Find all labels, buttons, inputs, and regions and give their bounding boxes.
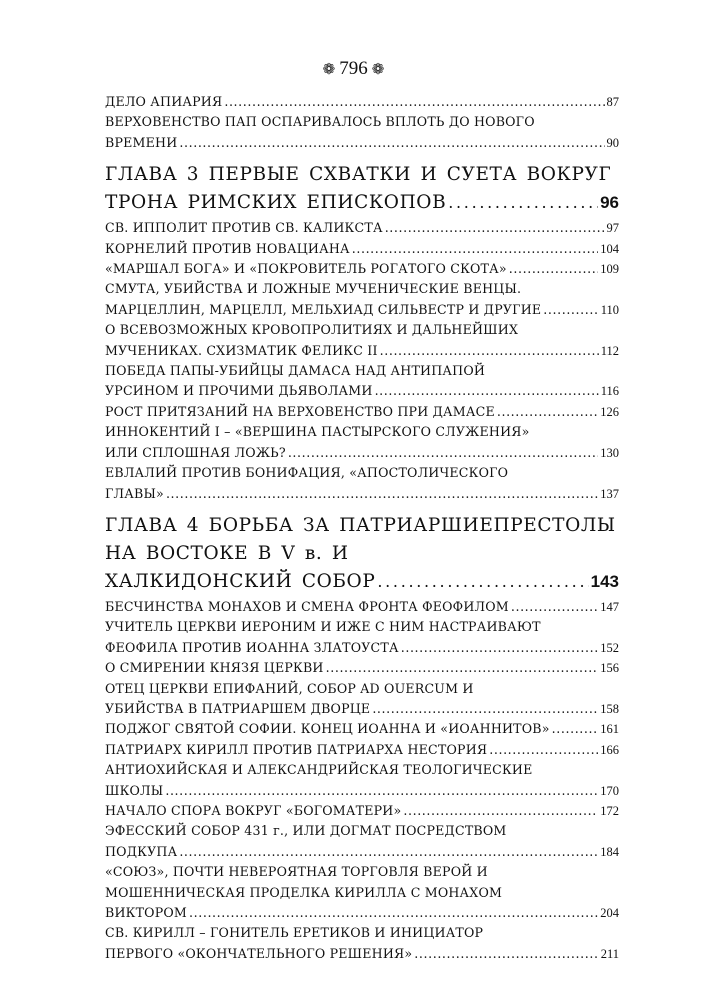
toc-entry-title-line: УЧИТЕЛЬ ЦЕРКВИ ИЕРОНИМ И ИЖЕ С НИМ НАСТРАИВАЮТ (105, 619, 541, 635)
toc-entry-final-line (105, 239, 619, 259)
toc-entry-final-line (105, 402, 619, 422)
toc-entry-page-number: 126 (600, 404, 619, 419)
toc-entry-title: РОСТ ПРИТЯЗАНИЙ НА ВЕРХОВЕНСТВО ПРИ ДАМАСЕ (105, 403, 495, 419)
toc-entry-final-line (105, 218, 619, 238)
toc-entry (105, 923, 619, 964)
dot-leader (543, 300, 598, 320)
chapter-heading-title: ХАЛКИДОНСКИЙ СОБОР (105, 570, 376, 592)
toc-entry-title: НАЧАЛО СПОРА ВОКРУГ «БОГОМАТЕРИ» (105, 802, 402, 818)
dot-leader (375, 381, 599, 401)
chapter-heading-line: ПРЕСТОЛЫ НА ВОСТОКЕ В V в. И (105, 514, 616, 564)
chapter-heading-final-line (105, 189, 619, 217)
toc-entry-final-line (105, 92, 619, 112)
toc-entry-title: БЕСЧИНСТВА МОНАХОВ И СМЕНА ФРОНТА ФЕОФИЛОМ (105, 598, 509, 614)
toc-entry-final-line (105, 381, 619, 401)
toc-entry-final-line (105, 842, 619, 862)
toc-entry-page-number: 116 (600, 384, 619, 399)
toc-entry-final-line (105, 300, 619, 320)
toc-entry-title: ВРЕМЕНИ (105, 134, 178, 150)
chapter-heading-page-number: 96 (600, 193, 619, 213)
chapter-heading-title: ТРОНА РИМСКИХ ЕПИСКОПОВ (105, 192, 447, 214)
toc-entry-title: ФЕОФИЛА ПРОТИВ ИОАННА ЗЛАТОУСТА (105, 639, 399, 655)
dot-leader (385, 218, 605, 238)
toc-entry-page-number: 97 (606, 221, 619, 236)
dot-leader (189, 903, 598, 923)
toc-entry-final-line (105, 903, 619, 923)
dot-leader (372, 699, 598, 719)
toc-entry-title: ПАТРИАРХ КИРИЛЛ ПРОТИВ ПАТРИАРХА НЕСТОРИЯ (105, 741, 488, 757)
toc-entry (105, 740, 619, 760)
chapter-3-section (105, 161, 619, 504)
toc-entry-title: ПОДКУПА (105, 843, 178, 859)
dot-leader (179, 842, 598, 862)
toc-entry-title: КОРНЕЛИЙ ПРОТИВ НОВАЦИАНА (105, 240, 350, 256)
toc-entry (105, 218, 619, 238)
toc-entry-page-number: 137 (600, 486, 619, 501)
dot-leader (552, 719, 599, 739)
toc-entry-title-line: ЕВЛАЛИЙ ПРОТИВ БОНИФАЦИЯ, «АПОСТОЛИЧЕСКОГО (105, 465, 509, 481)
toc-entry-final-line (105, 638, 619, 658)
toc-entry-title-line: «СОЮЗ», ПОЧТИ НЕВЕРОЯТНАЯ ТОРГОВЛЯ ВЕРОЙ И (105, 864, 488, 880)
dot-leader (401, 638, 599, 658)
table-of-contents (105, 92, 619, 964)
toc-entry (105, 259, 619, 279)
toc-entry-title: ПЕРВОГО «ОКОНЧАТЕЛЬНОГО РЕШЕНИЯ» (105, 945, 413, 961)
chapter-heading-line: ГЛАВА 3 ПЕРВЫЕ СХВАТКИ И СУЕТА ВОКРУГ (105, 164, 612, 186)
toc-entry-title-line: СВ. КИРИЛЛ – ГОНИТЕЛЬ ЕРЕТИКОВ И ИНИЦИАТОР (105, 925, 484, 941)
toc-entry-page-number: 87 (606, 95, 619, 109)
toc-entry-final-line (105, 740, 619, 760)
toc-entry-page-number: 110 (600, 302, 619, 317)
toc-entry (105, 862, 619, 923)
right-ornament-icon: ❁ (371, 62, 385, 78)
toc-entry (105, 679, 619, 720)
dot-leader (288, 443, 598, 463)
toc-entry (105, 719, 619, 739)
dot-leader (489, 740, 598, 760)
toc-entry (105, 597, 619, 617)
toc-entry-page-number: 184 (600, 844, 619, 859)
dot-leader (380, 341, 599, 361)
toc-entry-page-number: 109 (600, 262, 619, 277)
toc-entry-final-line (105, 443, 619, 463)
dot-leader (403, 801, 598, 821)
toc-entry-page-number: 90 (606, 135, 619, 150)
toc-entry-title-line: ПОБЕДА ПАПЫ-УБИЙЦЫ ДАМАСА НАД АНТИПАПОЙ (105, 363, 486, 379)
toc-entry-page-number: 161 (600, 722, 619, 737)
dot-leader (166, 484, 598, 504)
toc-preceding-entries (105, 92, 619, 153)
toc-entry (105, 402, 619, 422)
toc-entry (105, 658, 619, 678)
toc-entry-title-line: ЭФЕССКИЙ СОБОР 431 г., ИЛИ ДОГМАТ ПОСРЕДСТВОМ (105, 823, 507, 839)
toc-entry-final-line (105, 781, 619, 801)
toc-entry-title: «МАРШАЛ БОГА» И «ПОКРОВИТЕЛЬ РОГАТОГО СКОТА» (105, 261, 507, 277)
dot-leader (326, 658, 599, 678)
toc-entry-title: УРСИНОМ И ПРОЧИМИ ДЬЯВОЛАМИ (105, 383, 373, 399)
toc-entry (105, 760, 619, 801)
dot-leader (509, 259, 598, 279)
dot-leader (352, 239, 599, 259)
dot-leader (224, 92, 604, 112)
toc-entry-final-line (105, 944, 619, 964)
toc-entry (105, 92, 619, 112)
toc-entry-title: ГЛАВЫ» (105, 485, 164, 501)
toc-entry (105, 422, 619, 463)
chapter-4-section (105, 512, 619, 964)
dot-leader (165, 781, 598, 801)
toc-entry-final-line (105, 133, 619, 153)
toc-entry-page-number: 156 (600, 661, 619, 676)
toc-entry (105, 239, 619, 259)
toc-entry-title: О СМИРЕНИИ КНЯЗЯ ЦЕРКВИ (105, 660, 324, 676)
toc-entry (105, 320, 619, 361)
toc-entry-page-number: 172 (600, 803, 619, 818)
toc-entry-title: УБИЙСТВА В ПАТРИАРШЕМ ДВОРЦЕ (105, 700, 371, 716)
toc-entry-title-line: О ВСЕВОЗМОЖНЫХ КРОВОПРОЛИТИЯХ И ДАЛЬНЕЙШИХ (105, 322, 519, 338)
toc-entry (105, 112, 619, 153)
chapter-heading (105, 161, 619, 217)
page-number: 796 (339, 58, 368, 79)
page-number-header (0, 58, 707, 80)
toc-entry-title: ВИКТОРОМ (105, 905, 188, 920)
toc-entry (105, 821, 619, 862)
toc-entry-final-line (105, 658, 619, 678)
toc-entry-title-line: ОТЕЦ ЦЕРКВИ ЕПИФАНИЙ, СОБОР AD OUERCUM И (105, 680, 474, 696)
toc-entry (105, 279, 619, 320)
toc-entry-final-line (105, 801, 619, 821)
toc-entry-title: ШКОЛЫ (105, 782, 164, 798)
toc-entry-page-number: 112 (600, 343, 619, 358)
toc-entry-title-line: ИННОКЕНТИЙ I – «ВЕРШИНА ПАСТЫРСКОГО СЛУЖЕНИЯ» (105, 424, 530, 440)
dot-leader (511, 597, 598, 617)
toc-entry-title: МУЧЕНИКАХ. СХИЗМАТИК ФЕЛИКС II (105, 342, 378, 358)
chapter-heading (105, 512, 619, 596)
dot-leader (448, 193, 598, 212)
toc-entry-title-line: СМУТА, УБИЙСТВА И ЛОЖНЫЕ МУЧЕНИЧЕСКИЕ ВЕНЦЫ. (105, 281, 522, 297)
toc-entry (105, 463, 619, 504)
toc-entry-title: ИЛИ СПЛОШНАЯ ЛОЖЬ? (105, 444, 286, 460)
toc-entry-page-number: 211 (600, 946, 619, 961)
toc-entry (105, 361, 619, 402)
toc-entry-title-line: МОШЕННИЧЕСКАЯ ПРОДЕЛКА КИРИЛЛА С МОНАХОМ (105, 884, 503, 900)
chapter-heading-page-number: 143 (590, 571, 619, 591)
toc-entry-page-number: 204 (600, 906, 619, 920)
toc-entry-title: ДЕЛО АПИАРИЯ (105, 94, 223, 109)
toc-entry-final-line (105, 719, 619, 739)
toc-entry-page-number: 166 (600, 742, 619, 757)
toc-entry-title: МАРЦЕЛЛИН, МАРЦЕЛЛ, МЕЛЬХИАД СИЛЬВЕСТР И ДРУГИЕ (105, 301, 542, 317)
chapter-heading-final-line (105, 568, 619, 596)
dot-leader (497, 402, 598, 422)
toc-entry-title-line: ВЕРХОВЕНСТВО ПАП ОСПАРИВАЛОСЬ ВПЛОТЬ ДО НОВОГО (105, 114, 535, 130)
toc-entry-page-number: 170 (600, 783, 619, 798)
toc-entry-final-line (105, 597, 619, 617)
toc-entry-title: СВ. ИППОЛИТ ПРОТИВ СВ. КАЛИКСТА (105, 220, 383, 236)
toc-entry-title-line: АНТИОХИЙСКАЯ И АЛЕКСАНДРИЙСКАЯ ТЕОЛОГИЧЕСКИЕ (105, 762, 533, 778)
toc-entry-final-line (105, 341, 619, 361)
chapter-heading-line: ГЛАВА 4 БОРЬБА ЗА ПАТРИАРШИЕ (105, 514, 494, 536)
toc-entry-page-number: 147 (600, 599, 619, 614)
left-ornament-icon: ❁ (322, 62, 336, 78)
toc-entry-page-number: 152 (600, 640, 619, 655)
toc-entry-final-line (105, 484, 619, 504)
toc-entry (105, 617, 619, 658)
toc-entry-title: ПОДЖОГ СВЯТОЙ СОФИИ. КОНЕЦ ИОАННА И «ИОАННИТОВ» (105, 721, 550, 737)
toc-entry-page-number: 130 (600, 445, 619, 460)
toc-entry-page-number: 104 (600, 241, 619, 256)
toc-entry-final-line (105, 259, 619, 279)
dot-leader (414, 944, 598, 964)
dot-leader (377, 572, 588, 591)
toc-entry-final-line (105, 699, 619, 719)
toc-entry-page-number: 158 (600, 701, 619, 716)
dot-leader (179, 133, 604, 153)
toc-entry (105, 801, 619, 821)
